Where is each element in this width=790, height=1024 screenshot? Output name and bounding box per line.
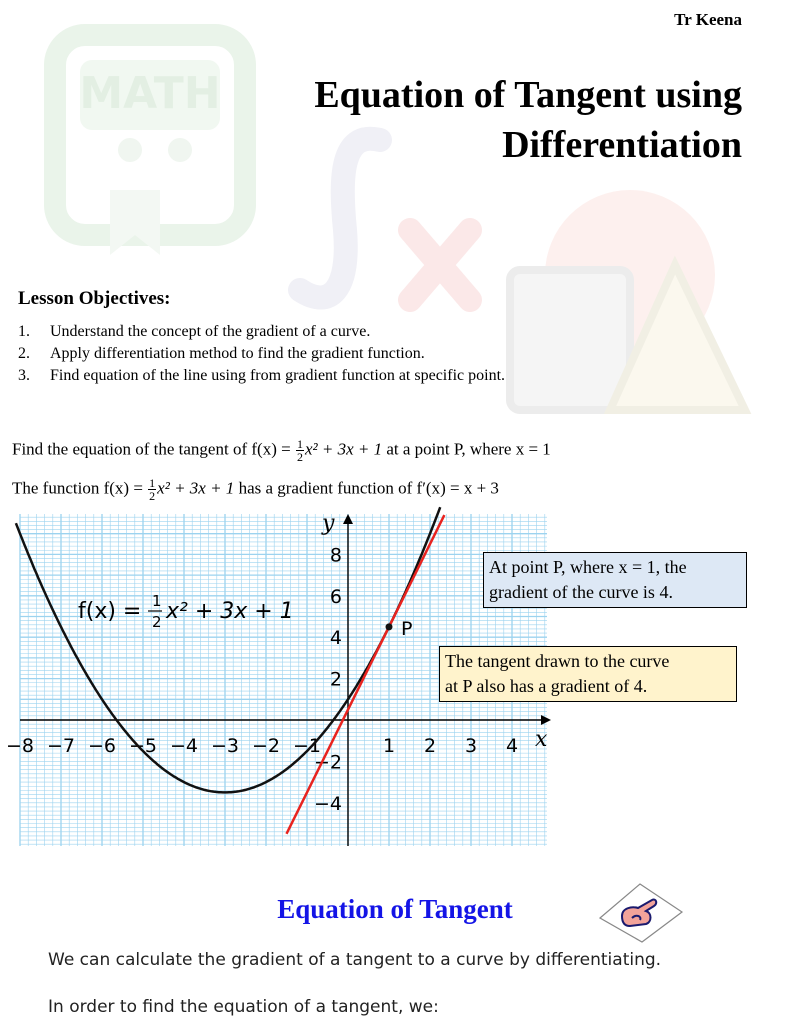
title-line-1: Equation of Tangent using xyxy=(314,74,742,116)
note-line: At point P, where x = 1, the xyxy=(489,557,687,577)
note-line: at P also has a gradient of 4. xyxy=(445,676,648,696)
x-tick-label: −1 xyxy=(292,735,322,757)
x-tick-label: −8 xyxy=(5,735,35,757)
y-tick-label: 2 xyxy=(329,668,342,691)
function-expression: f(x) = xyxy=(103,478,143,498)
pointing-hand-icon xyxy=(592,878,688,942)
gradient-text: has a gradient function of xyxy=(238,478,413,498)
y-tick-label: 4 xyxy=(329,627,342,650)
fraction-numerator: 1 xyxy=(296,437,303,451)
objective-text: Apply differentiation method to find the gradient function. xyxy=(50,345,425,362)
x-tick-label: −4 xyxy=(169,735,199,757)
y-axis-label: y xyxy=(322,511,335,536)
objective-text: Find equation of the line using from gradient function at specific point. xyxy=(50,367,506,384)
x-tick-label: 1 xyxy=(382,735,396,757)
objective-item xyxy=(18,343,505,365)
x-tick-label: 4 xyxy=(505,735,519,757)
x-tick-label: −7 xyxy=(46,735,76,757)
function-label-frac-den: 2 xyxy=(152,613,162,631)
x-tick-label: 2 xyxy=(423,735,437,757)
fraction-denominator: 2 xyxy=(296,450,303,464)
tangent-gradient-note xyxy=(439,646,737,702)
x-axis-label: x xyxy=(535,727,548,752)
question-text: Find the equation of the tangent of xyxy=(12,439,248,459)
x-tick-label: −2 xyxy=(251,735,281,757)
section-paragraph: We can calculate the gradient of a tangent to a curve by differentiating. xyxy=(48,950,662,970)
question-point: at a point P, where x = 1 xyxy=(386,439,551,459)
y-tick-label: −4 xyxy=(313,792,342,815)
author-name: Tr Keena xyxy=(674,10,742,29)
objective-item xyxy=(18,365,505,387)
point-p-label: P xyxy=(401,617,413,640)
y-tick-label: 6 xyxy=(329,585,342,608)
question-line xyxy=(12,438,551,463)
x-tick-label: −5 xyxy=(128,735,158,757)
function-label-frac-num: 1 xyxy=(152,592,162,610)
function-expression: f(x) = xyxy=(251,439,291,459)
objective-number: 1. xyxy=(18,323,30,340)
note-line: gradient of the curve is 4. xyxy=(489,582,673,602)
svg-text:MATH: MATH xyxy=(79,68,221,119)
x-tick-label: −6 xyxy=(87,735,117,757)
objective-number: 2. xyxy=(18,345,30,362)
gradient-function-line xyxy=(12,477,499,502)
y-tick-label: −2 xyxy=(313,751,342,774)
x-tick-label: −3 xyxy=(210,735,240,757)
function-label-rhs: x² + 3x + 1 xyxy=(166,599,294,624)
fraction-denominator: 2 xyxy=(149,489,156,503)
half-fraction xyxy=(296,438,304,463)
objective-text: Understand the concept of the gradient of a curve. xyxy=(50,323,371,340)
function-label-lhs: f(x) = xyxy=(78,599,142,624)
x-axis-arrow-icon xyxy=(541,715,551,725)
function-terms: x² + 3x + 1 xyxy=(304,439,383,459)
title-line-2: Differentiation xyxy=(502,124,742,166)
point-p-marker xyxy=(386,623,393,630)
objectives-heading: Lesson Objectives: xyxy=(18,288,171,309)
y-tick-label: 8 xyxy=(329,544,342,567)
function-terms: x² + 3x + 1 xyxy=(157,478,235,498)
x-tick-label: 3 xyxy=(464,735,478,757)
half-fraction xyxy=(148,477,156,502)
fraction-numerator: 1 xyxy=(149,476,156,490)
geometry-shapes-watermark-icon xyxy=(490,175,760,425)
gradient-of-curve-note xyxy=(483,552,747,608)
function-intro: The function xyxy=(12,478,100,498)
section-paragraph: In order to find the equation of a tangent, we: xyxy=(48,997,439,1017)
note-line: The tangent drawn to the curve xyxy=(445,651,670,671)
y-axis-arrow-icon xyxy=(343,514,353,524)
objectives-list xyxy=(18,321,505,387)
derivative-expression: f′(x) = x + 3 xyxy=(416,478,499,498)
objective-number: 3. xyxy=(18,367,30,384)
objective-item xyxy=(18,321,505,343)
section-heading: Equation of Tangent xyxy=(277,894,513,924)
page-title xyxy=(182,70,742,170)
